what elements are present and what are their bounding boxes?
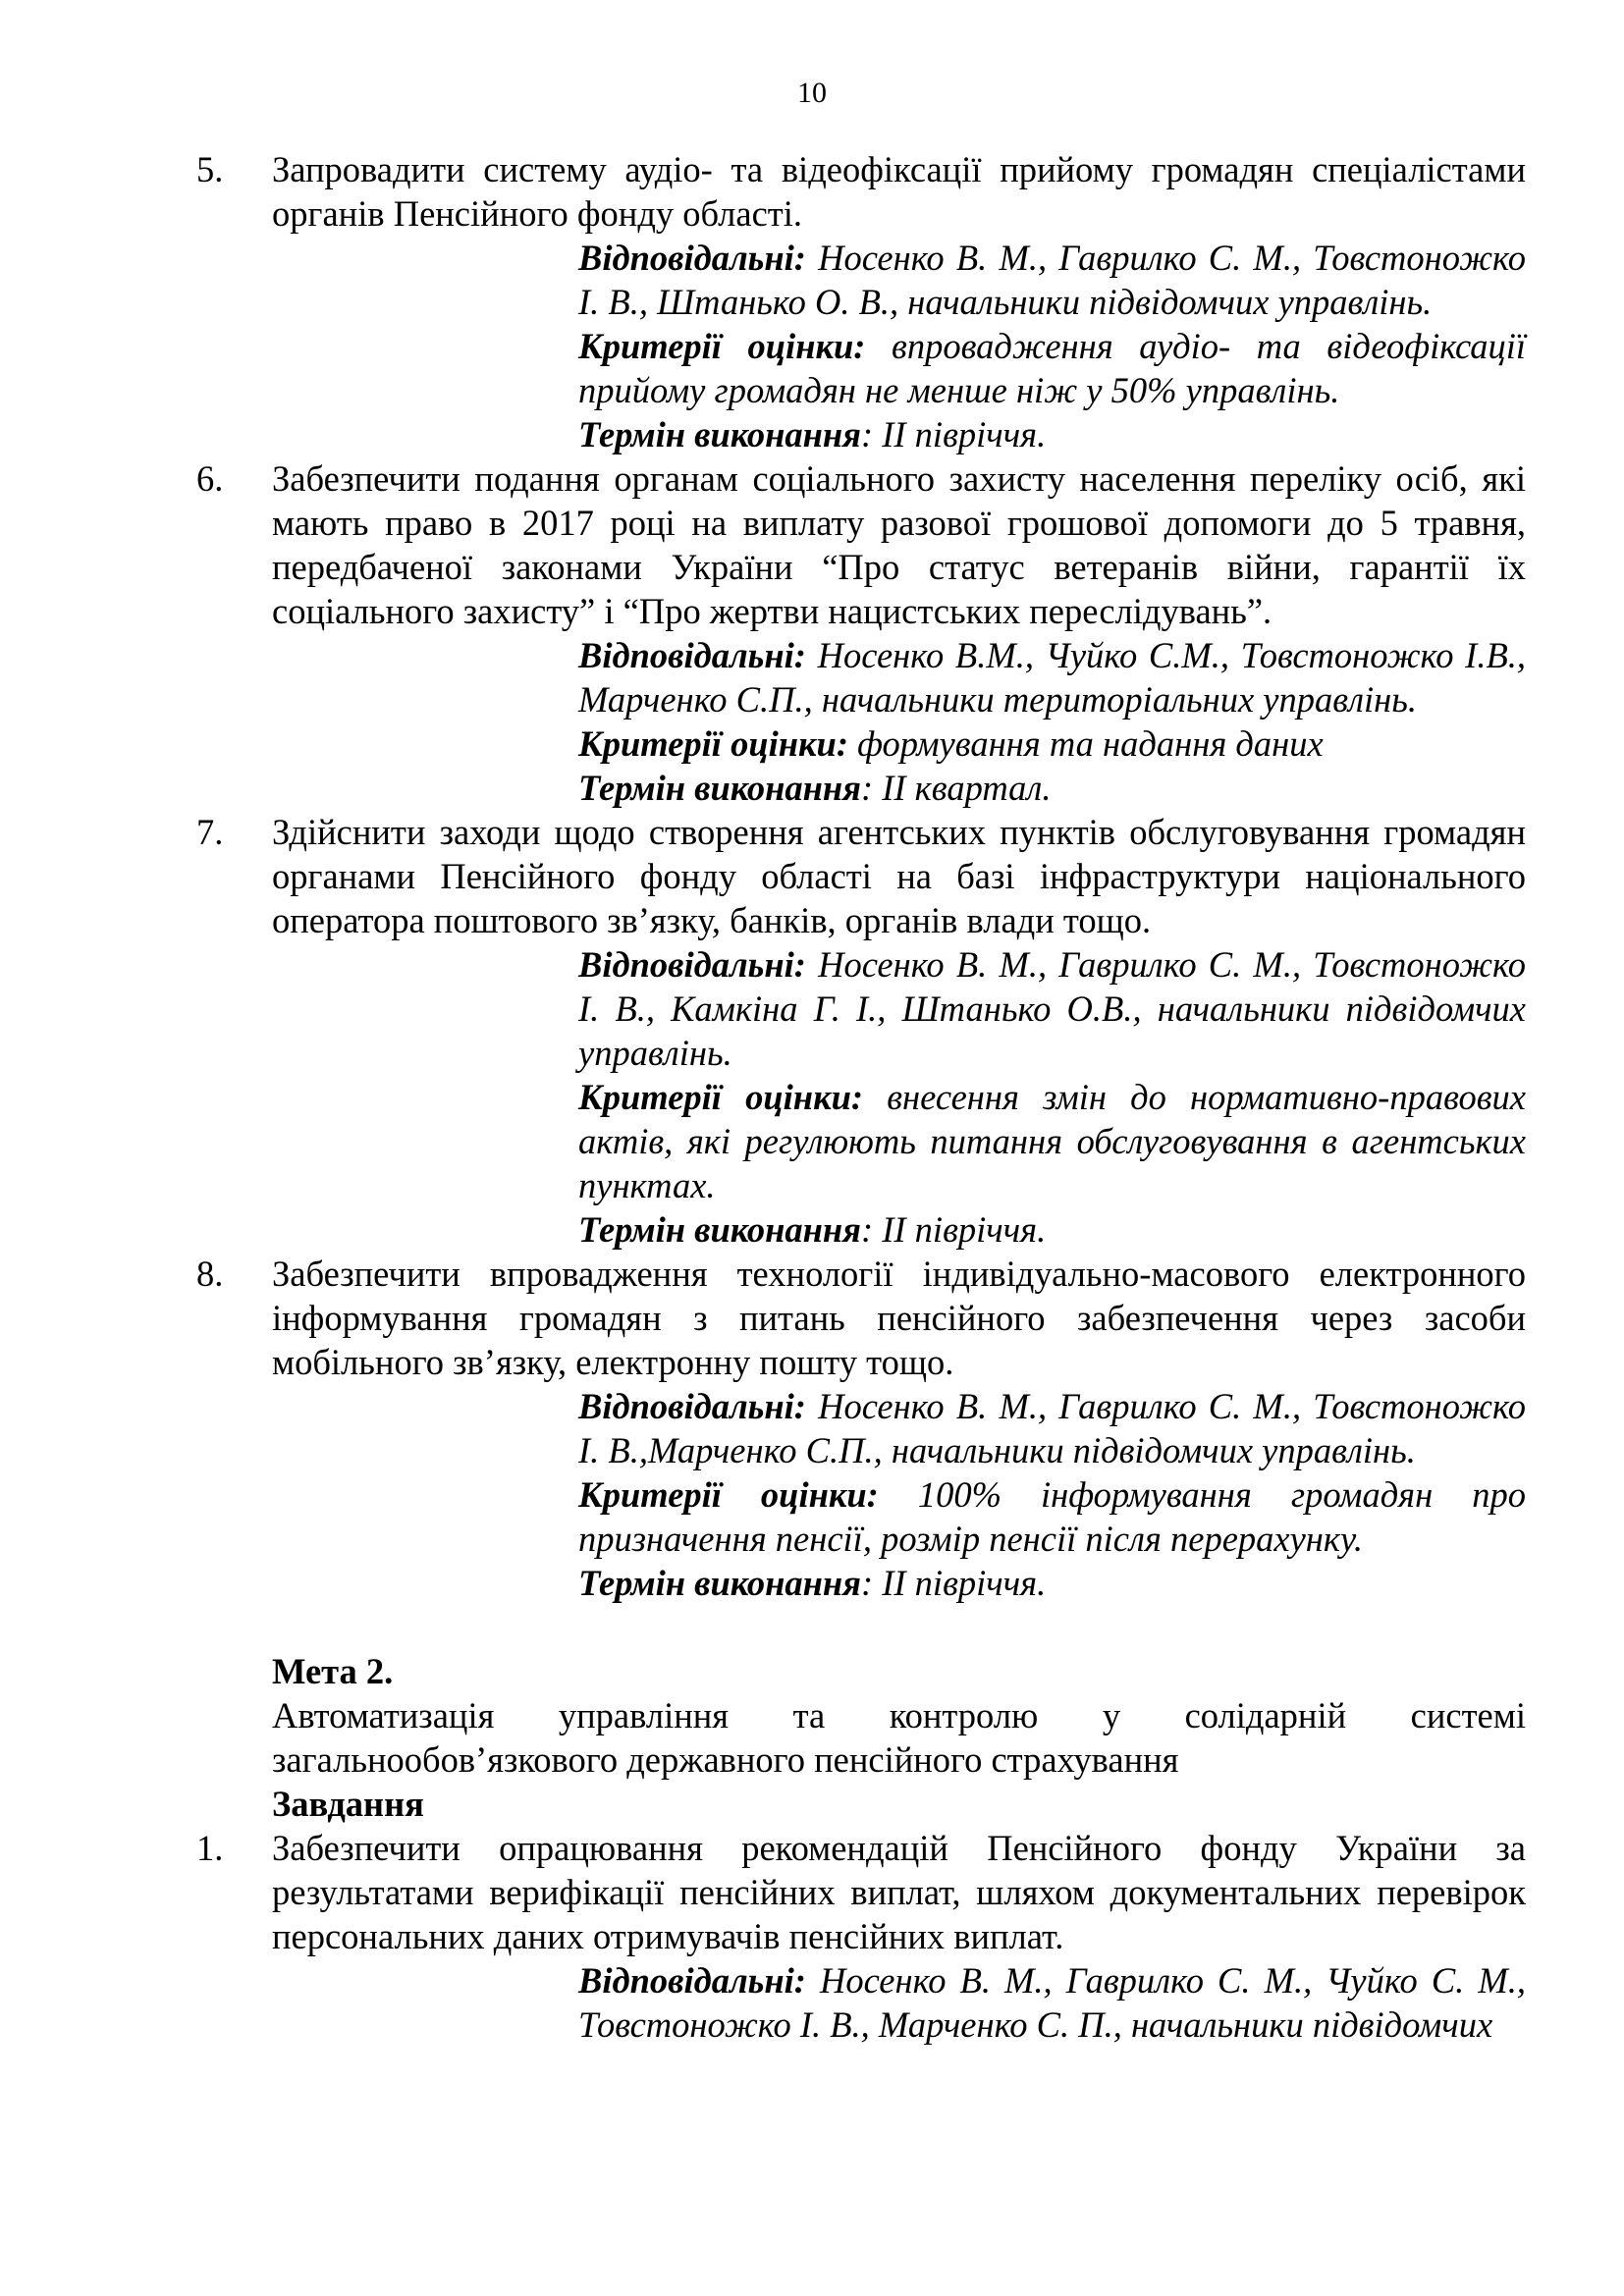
criteria-value: впровадження аудіо- та відеофіксації прийому громадян не менше ніж у 50% управлінь. xyxy=(578,326,1526,410)
responsible-value: Носенко В. М., Гаврилко С. М., Товстоножко І. В., Штанько О. В., начальники підвідомчих управлінь. xyxy=(578,238,1526,322)
term-label: Термін виконання xyxy=(578,768,861,808)
term-value: : ІІ півріччя. xyxy=(860,1563,1047,1603)
criteria-label: Критерії оцінки: xyxy=(578,1077,864,1117)
term-value: : ІІ квартал. xyxy=(860,768,1052,808)
criteria-value: 100% інформування громадян про призначення пенсії, розмір пенсії після перерахунку. xyxy=(578,1474,1526,1559)
responsible-value: Носенко В.М., Чуйко С.М., Товстоножко І.В., Марченко С.П., начальники територіальних управлінь. xyxy=(578,635,1526,720)
responsible-value: Носенко В. М., Гаврилко С. М., Чуйко С. М., Товстоножко І. В., Марченко С. П., начальники підвідомчих xyxy=(578,1960,1526,2045)
responsible-label: Відповідальні: xyxy=(578,1960,806,2001)
item-responsible xyxy=(578,1958,1526,2047)
item-term xyxy=(578,1207,1526,1252)
responsible-label: Відповідальні: xyxy=(578,944,806,985)
goal-section xyxy=(196,1649,1526,1782)
term-value: : ІІ півріччя. xyxy=(860,1209,1047,1250)
item-criteria xyxy=(578,1472,1526,1561)
item-number: 6. xyxy=(196,458,224,499)
criteria-label: Критерії оцінки: xyxy=(578,1474,879,1515)
goal-description: Автоматизація управління та контролю у солідарній системі загальнообов’язкового державного пенсійного страхування xyxy=(272,1695,1526,1780)
term-label: Термін виконання xyxy=(578,1563,861,1603)
item-text: Запровадити систему аудіо- та відеофіксації прийому громадян спеціалістами органів Пенсійного фонду області. xyxy=(272,149,1526,234)
criteria-value: формування та надання даних xyxy=(847,723,1324,764)
item-text: Забезпечити опрацювання рекомендацій Пенсійного фонду України за результатами верифікації пенсійних виплат, шляхом документальних перевірок персональних даних отримувачів пенсійних виплат. xyxy=(272,1828,1526,1956)
responsible-value: Носенко В. М., Гаврилко С. М., Товстоножко І. В., Камкіна Г. І., Штанько О.В., начальники підвідомчих управлінь. xyxy=(578,944,1526,1073)
page-content xyxy=(196,147,1526,2047)
item-number: 7. xyxy=(196,812,224,852)
item-term xyxy=(578,412,1526,456)
item-text: Забезпечити подання органам соціального захисту населення переліку осіб, які мають право в 2017 році на виплату разової грошової допомоги до 5 травня, передбаченої законами України “Про статус ветеранів війни, гарантії їх соціального захисту” і “Про жертви нацистських переслідувань”. xyxy=(272,458,1526,631)
list-item xyxy=(196,147,1526,456)
criteria-label: Критерії оцінки: xyxy=(578,326,866,366)
page-number: 10 xyxy=(797,77,827,109)
criteria-label: Критерії оцінки: xyxy=(578,723,848,764)
item-responsible xyxy=(578,1384,1526,1472)
term-value: : ІІ півріччя. xyxy=(860,414,1047,454)
item-criteria xyxy=(578,721,1526,766)
item-number: 8. xyxy=(196,1254,224,1294)
list-item xyxy=(196,1826,1526,2047)
list-item xyxy=(196,1252,1526,1605)
responsible-label: Відповідальні: xyxy=(578,1386,806,1426)
responsible-value: Носенко В. М., Гаврилко С. М., Товстоножко І. В.,Марченко С.П., начальники підвідомчих управлінь. xyxy=(578,1386,1526,1470)
item-text: Здійснити заходи щодо створення агентських пунктів обслуговування громадян органами Пенсійного фонду області на базі інфраструктури національного оператора поштового зв’язку, банків, органів влади тощо. xyxy=(272,812,1526,940)
term-label: Термін виконання xyxy=(578,1209,861,1250)
item-responsible xyxy=(578,633,1526,721)
term-label: Термін виконання xyxy=(578,414,861,454)
list-item xyxy=(196,810,1526,1252)
item-responsible xyxy=(578,236,1526,324)
item-text: Забезпечити впровадження технології індивідуально-масового електронного інформування громадян з питань пенсійного забезпечення через засоби мобільного зв’язку, електронну пошту тощо. xyxy=(272,1254,1526,1382)
item-number: 5. xyxy=(196,149,224,189)
goal-title: Мета 2. xyxy=(272,1651,394,1691)
item-number: 1. xyxy=(196,1828,224,1868)
item-term xyxy=(578,766,1526,810)
tasks-heading: Завдання xyxy=(272,1784,424,1824)
item-term xyxy=(578,1561,1526,1605)
item-criteria xyxy=(578,324,1526,412)
responsible-label: Відповідальні: xyxy=(578,238,806,278)
criteria-value: внесення змін до нормативно-правових актів, які регулюють питання обслуговування в агентських пунктах. xyxy=(578,1077,1526,1205)
item-responsible xyxy=(578,942,1526,1075)
responsible-label: Відповідальні: xyxy=(578,635,806,675)
item-criteria xyxy=(578,1075,1526,1207)
list-item xyxy=(196,456,1526,810)
